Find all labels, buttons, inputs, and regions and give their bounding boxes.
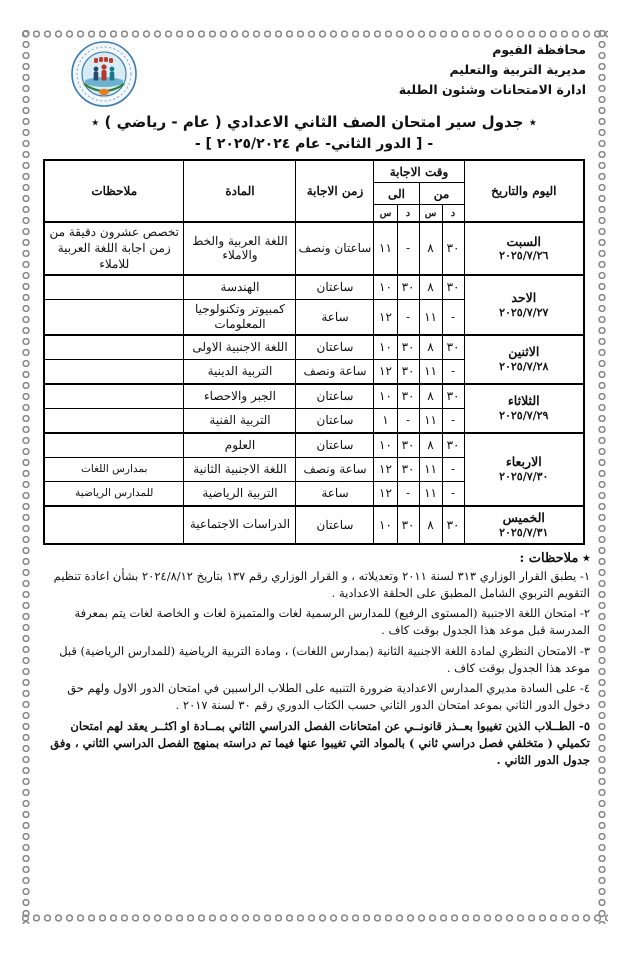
duration-cell: ساعتان [296, 433, 374, 458]
seal-icon [70, 40, 138, 108]
to-hours: ١٠ [374, 384, 397, 409]
exam-note-cell [44, 433, 184, 458]
header-notes: ملاحظات [44, 160, 184, 222]
duration-cell: ساعتان ونصف [296, 222, 374, 275]
header-duration: زمن الاجابة [296, 160, 374, 222]
from-minutes: - [442, 299, 464, 335]
from-minutes: ٣٠ [442, 506, 464, 544]
exam-row [44, 275, 584, 300]
to-minutes: ٣٠ [397, 433, 419, 458]
to-minutes: ٣٠ [397, 506, 419, 544]
to-hours: ١٠ [374, 275, 397, 300]
to-hours: ١٠ [374, 335, 397, 360]
exam-note-cell [44, 299, 184, 335]
header-from-minutes: د [442, 205, 464, 223]
from-minutes: - [442, 481, 464, 506]
stamp-border-right [596, 28, 608, 924]
exam-row [44, 384, 584, 409]
exam-schedule-table [43, 159, 585, 545]
day-cell: الثلاثاء ٢٠٢٥/٧/٢٩ [464, 384, 584, 433]
stamp-border-bottom [20, 912, 608, 924]
duration-cell: ساعتان [296, 275, 374, 300]
document-title: ٭ جدول سير امتحان الصف الثاني الاعدادي ( عام - رياضي ) ٭ [91, 113, 537, 131]
exam-note-cell [44, 384, 184, 409]
from-hours: ١١ [419, 359, 442, 384]
duration-cell: ساعة [296, 481, 374, 506]
header-answer-time: وقت الاجابة [374, 160, 464, 183]
header-subject: المادة [184, 160, 296, 222]
subject-cell: الدراسات الاجتماعية [184, 506, 296, 544]
to-hours: ١٢ [374, 457, 397, 481]
ministry-seal-logo [70, 40, 138, 108]
subject-cell: اللغة الاجنبية الاولى [184, 335, 296, 360]
from-hours: ١١ [419, 481, 442, 506]
from-minutes: ٣٠ [442, 222, 464, 275]
to-hours: ١٢ [374, 481, 397, 506]
from-minutes: ٣٠ [442, 335, 464, 360]
header-to-minutes: د [397, 205, 419, 223]
header-from-hours: س [419, 205, 442, 223]
duration-cell: ساعتان [296, 335, 374, 360]
subject-cell: العلوم [184, 433, 296, 458]
from-minutes: ٣٠ [442, 384, 464, 409]
note-item-4: ٤- على السادة مديري المدارس الاعدادية ضرورة التنبيه على الطلاب الراسبين في امتحان الدور الاول ولهم حق دخول الدور الثاني بموعد امتحان الدور الثاني حسب الكتاب الدوري رقم ٣٠ لسنة ٢٠١٧ . [67, 681, 590, 713]
to-minutes: - [397, 481, 419, 506]
duration-cell: ساعتان [296, 384, 374, 409]
from-minutes: - [442, 408, 464, 433]
to-hours: ١٠ [374, 506, 397, 544]
day-cell: الاربعاء ٢٠٢٥/٧/٣٠ [464, 433, 584, 506]
from-hours: ٨ [419, 335, 442, 360]
subject-cell: التربية الفنية [184, 408, 296, 433]
from-hours: ٨ [419, 222, 442, 275]
day-cell: الخميس ٢٠٢٥/٧/٣١ [464, 506, 584, 544]
from-minutes: - [442, 359, 464, 384]
to-minutes: ٣٠ [397, 384, 419, 409]
from-hours: ١١ [419, 457, 442, 481]
exam-note-cell [44, 335, 184, 360]
day-cell: السبت ٢٠٢٥/٧/٢٦ [464, 222, 584, 275]
duration-cell: ساعة [296, 299, 374, 335]
note-item-1: ١- يطبق القرار الوزاري ٣١٣ لسنة ٢٠١١ وتعديلاته ، و القرار الوزاري رقم ١٣٧ بتاريخ ٢٠٢٤/٨/١٢ بشأن اعادة تنظيم التقويم التربوي الشامل المطبق على الحلقة الاعدادية . [53, 568, 590, 600]
to-hours: ١١ [374, 222, 397, 275]
org-line-directorate: مديرية التربية والتعليم [449, 62, 586, 77]
note-item-2: ٢- امتحان اللغة الاجنبية (المستوى الرفيع) للمدارس الرسمية لغات والمتميزة لغات و الخاصة لغات يتم بمعرفة المدرسة قبل موعد هذا الجدول بوقت كاف . [74, 606, 590, 638]
from-hours: ٨ [419, 384, 442, 409]
exam-row [44, 433, 584, 458]
to-minutes: - [397, 222, 419, 275]
header-to: الى [374, 183, 419, 205]
note-item-3: ٣- الامتحان النظري لمادة اللغة الاجنبية الثانية (بمدارس اللغات) ، ومادة التربية الرياضية (للمدارس الرياضية) قبل موعد هذا الجدول بوقت كاف . [59, 643, 590, 675]
exam-note-cell [44, 275, 184, 300]
duration-cell: ساعتان [296, 506, 374, 544]
org-line-administration: ادارة الامتحانات وشئون الطلبة [398, 82, 586, 97]
note-item-5: ٥- الطــلاب الذين تغيبوا بعــذر قانونــي عن امتحانات الفصل الدراسي الثاني بمــادة او اكثــر يعقد لهم امتحان تكميلي ( متخلفي فصل دراسي ثاني ) بالمواد التي تغيبوا عنها فيما تم دراسته بمنهج الفصل الدراسي الثاني ، وفق جدول الدور الثاني . [50, 718, 590, 768]
to-hours: ١ [374, 408, 397, 433]
exam-row [44, 506, 584, 544]
exam-note-cell: بمدارس اللغات [44, 457, 184, 481]
from-hours: ١١ [419, 299, 442, 335]
subject-cell: الجبر والاحصاء [184, 384, 296, 409]
subject-cell: اللغة العربية والخط والاملاء [184, 222, 296, 275]
subject-cell: الهندسة [184, 275, 296, 300]
stamp-border-left [20, 28, 32, 924]
document-content [36, 40, 592, 772]
from-minutes: - [442, 457, 464, 481]
from-hours: ٨ [419, 275, 442, 300]
from-minutes: ٣٠ [442, 275, 464, 300]
exam-note-cell: تخصص عشرون دقيقة من زمن اجابة اللغة العربية للاملاء [44, 222, 184, 275]
from-hours: ٨ [419, 506, 442, 544]
to-minutes: ٣٠ [397, 359, 419, 384]
to-minutes: ٣٠ [397, 275, 419, 300]
day-cell: الاحد ٢٠٢٥/٧/٢٧ [464, 275, 584, 335]
duration-cell: ساعة ونصف [296, 359, 374, 384]
subject-cell: كمبيوتر وتكنولوجيا المعلومات [184, 299, 296, 335]
exam-note-cell [44, 506, 184, 544]
duration-cell: ساعتان [296, 408, 374, 433]
subject-cell: التربية الدينية [184, 359, 296, 384]
exam-row [44, 222, 584, 275]
exam-note-cell [44, 359, 184, 384]
from-hours: ١١ [419, 408, 442, 433]
to-minutes: ٣٠ [397, 457, 419, 481]
to-minutes: - [397, 299, 419, 335]
to-hours: ١٢ [374, 299, 397, 335]
subject-cell: التربية الرياضية [184, 481, 296, 506]
to-minutes: ٣٠ [397, 335, 419, 360]
from-hours: ٨ [419, 433, 442, 458]
from-minutes: ٣٠ [442, 433, 464, 458]
header-from: من [419, 183, 464, 205]
subject-cell: اللغة الاجنبية الثانية [184, 457, 296, 481]
header-day: اليوم والتاريخ [464, 160, 584, 222]
exam-row [44, 335, 584, 360]
to-hours: ١٢ [374, 359, 397, 384]
exam-note-cell [44, 408, 184, 433]
stamp-border-top [20, 28, 608, 40]
document-subtitle: - [ الدور الثاني- عام ٢٠٢٥/٢٠٢٤ ] - [194, 136, 434, 152]
duration-cell: ساعة ونصف [296, 457, 374, 481]
day-cell: الاثنين ٢٠٢٥/٧/٢٨ [464, 335, 584, 384]
table-header [44, 160, 584, 222]
header-to-hours: س [374, 205, 397, 223]
exam-note-cell: للمدارس الرياضية [44, 481, 184, 506]
to-hours: ١٠ [374, 433, 397, 458]
notes-heading: ٭ ملاحظات : [519, 550, 590, 566]
notes-section [38, 551, 590, 770]
to-minutes: - [397, 408, 419, 433]
org-line-governorate: محافظة الفيوم [492, 42, 586, 57]
